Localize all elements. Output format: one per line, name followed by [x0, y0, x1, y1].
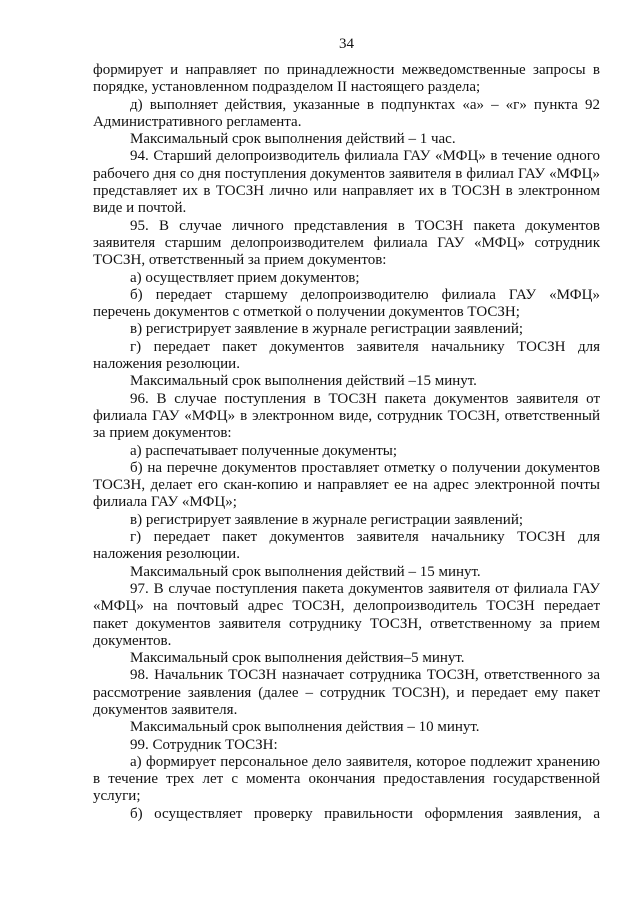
- paragraph: 98. Начальник ТОСЗН назначает сотрудника ТОСЗН, ответственного за рассмотрение заявления (далее – сотрудник ТОСЗН), и передает ему пакет документов заявителя.: [93, 667, 600, 718]
- paragraph: в) регистрирует заявление в журнале регистрации заявлений;: [130, 321, 524, 338]
- paragraph: Максимальный срок выполнения действия–5 минут.: [130, 650, 465, 667]
- paragraph: д) выполняет действия, указанные в подпунктах «а» – «г» пункта 92 Административного регламента.: [93, 96, 600, 130]
- paragraph: 95. В случае личного представления в ТОСЗН пакета документов заявителя старшим делопроизводителем филиала ГАУ «МФЦ» сотрудник ТОСЗН, ответственный за прием документов:: [93, 217, 600, 269]
- paragraph: 96. В случае поступления в ТОСЗН пакета документов заявителя от филиала ГАУ «МФЦ» в электронном виде, сотрудник ТОСЗН, ответственный за прием документов:: [93, 390, 600, 442]
- paragraph: Максимальный срок выполнения действия – 10 минут.: [130, 719, 480, 736]
- paragraph: 97. В случае поступления пакета документов заявителя от филиала ГАУ «МФЦ» на почтовый адрес ТОСЗН, делопроизводитель ТОСЗН передает пакет документов заявителя сотруднику ТОСЗН, ответственному за прием документов.: [93, 580, 600, 649]
- paragraph: б) осуществляет проверку правильности оформления заявления, а: [130, 805, 600, 822]
- paragraph: б) передает старшему делопроизводителю филиала ГАУ «МФЦ» перечень документов с отметкой о получении документов ТОСЗН;: [93, 286, 600, 321]
- document-body: [93, 62, 600, 823]
- paragraph: Максимальный срок выполнения действий – 15 минут.: [130, 563, 481, 580]
- paragraph: 94. Старший делопроизводитель филиала ГАУ «МФЦ» в течение одного рабочего дня со дня поступления документов заявителя в филиал ГАУ «МФЦ» представляет их в ТОСЗН лично или направляет их в ТОСЗН в электронном виде и почтой.: [93, 148, 600, 217]
- paragraph: а) распечатывает полученные документы;: [130, 442, 398, 459]
- paragraph: б) на перечне документов проставляет отметку о получении документов ТОСЗН, делает его скан-копию и направляет ее на адрес электронной почты филиала ГАУ «МФЦ»;: [93, 459, 600, 511]
- document-page: [93, 0, 600, 905]
- paragraph: Максимальный срок выполнения действий – 1 час.: [130, 131, 456, 148]
- paragraph: г) передает пакет документов заявителя начальнику ТОСЗН для наложения резолюции.: [93, 529, 600, 563]
- paragraph: г) передает пакет документов заявителя начальнику ТОСЗН для наложения резолюции.: [93, 338, 600, 373]
- paragraph: в) регистрирует заявление в журнале регистрации заявлений;: [130, 511, 524, 528]
- paragraph: а) формирует персональное дело заявителя, которое подлежит хранению в течение трех лет с момента окончания предоставления государственной услуги;: [93, 753, 600, 805]
- paragraph: Максимальный срок выполнения действий –15 минут.: [130, 373, 477, 390]
- paragraph: 99. Сотрудник ТОСЗН:: [130, 736, 278, 753]
- page-number: 34: [339, 36, 354, 52]
- paragraph: формирует и направляет по принадлежности межведомственные запросы в порядке, установленном подразделом II настоящего раздела;: [93, 62, 600, 96]
- paragraph: а) осуществляет прием документов;: [130, 269, 360, 286]
